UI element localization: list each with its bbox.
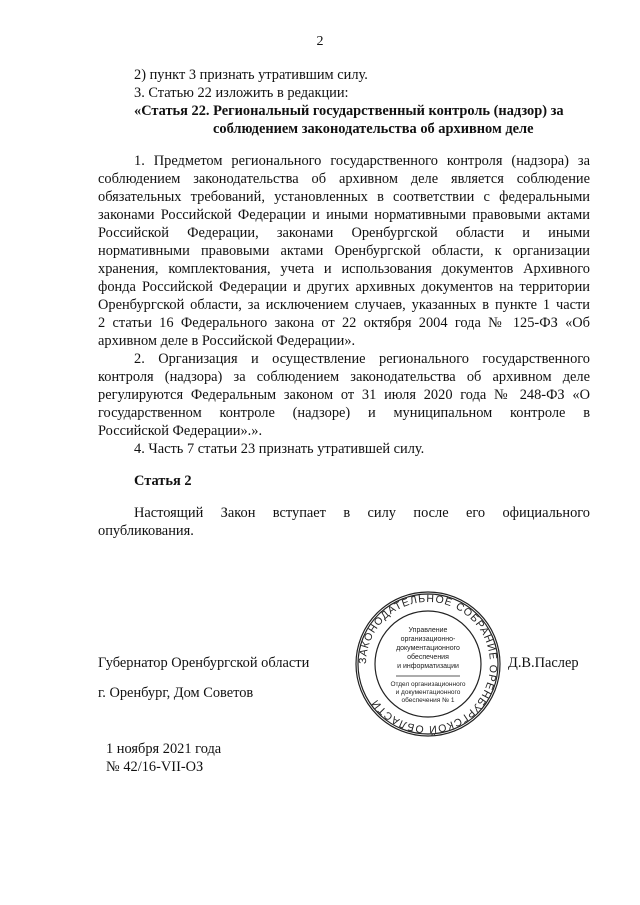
paragraph-line: архивном деле в Российской Федерации». xyxy=(98,333,356,349)
paragraph-line: 2 статьи 16 Федерального закона от 22 октября 2004 года № 125-ФЗ «Об xyxy=(98,315,590,331)
article-2-text-line-1: Настоящий Закон вступает в силу после его официального xyxy=(134,505,590,521)
stamp-center-line: и информатизации xyxy=(397,663,459,670)
stamp-center-line: документационного xyxy=(396,645,460,652)
paragraph-line: обязательных требований, установленных в соответствии с федеральными xyxy=(98,189,590,205)
stamp-center-line: организационно- xyxy=(400,636,456,643)
signatory-name: Д.В.Паслер xyxy=(508,655,579,671)
article-22-title-line-2: соблюдением законодательства об архивном деле xyxy=(213,121,534,137)
paragraph-line: контроля (надзора) за соблюдением законодательства об архивном деле xyxy=(98,369,590,385)
law-number: № 42/16-VII-ОЗ xyxy=(106,759,204,775)
stamp-bottom-line: обеспечения № 1 xyxy=(401,697,455,704)
paragraph-line: Российской Федерации».». xyxy=(98,423,263,439)
amendment-item-2: 2) пункт 3 признать утратившим силу. xyxy=(134,67,368,83)
paragraph-line: законами Российской Федерации и иными нормативными правовыми актами xyxy=(98,207,590,223)
paragraph-line: Оренбургской области, за исключением случаев, указанных в пункте 1 части xyxy=(98,297,590,313)
article-2-heading: Статья 2 xyxy=(134,473,192,489)
paragraph-line: фонда Российской Федерации и других архивных документов на территории xyxy=(98,279,590,295)
signatory-position: Губернатор Оренбургской области xyxy=(98,655,310,671)
official-stamp xyxy=(354,590,502,738)
law-date: 1 ноября 2021 года xyxy=(106,741,222,757)
paragraph-line: государственном контроле (надзоре) и муниципальном контроле в xyxy=(98,405,590,421)
stamp-ring-text: ЗАКОНОДАТЕЛЬНОЕ СОБРАНИЕ ОРЕНБУРГСКОЙ ОБЛАСТИ xyxy=(356,592,500,736)
paragraph-line: соблюдением законодательства об архивном деле является соблюдение xyxy=(98,171,590,187)
amendment-item-3: 3. Статью 22 изложить в редакции: xyxy=(134,85,349,101)
stamp-bottom-line: Отдел организационного xyxy=(390,681,466,688)
paragraph-line: 2. Организация и осуществление регионального государственного xyxy=(134,351,590,367)
article-22-title-line-1: «Статья 22. Региональный государственный контроль (надзор) за xyxy=(134,103,564,119)
paragraph-line: 1. Предметом регионального государственного контроля (надзора) за xyxy=(134,153,590,169)
article-2-text-line-2: опубликования. xyxy=(98,523,194,539)
stamp-center-line: Управление xyxy=(408,627,448,634)
stamp-center-line: обеспечения xyxy=(407,654,449,661)
paragraph-line: нормативными правовыми актами Оренбургской области, к организации xyxy=(98,243,590,259)
stamp-bottom-line: и документационного xyxy=(395,689,461,696)
paragraph-line: хранения, комплектования, учета и использования документов Архивного xyxy=(98,261,590,277)
amendment-item-4: 4. Часть 7 статьи 23 признать утратившей силу. xyxy=(134,441,425,457)
paragraph-line: Российской Федерации, законами Оренбургской области и иными xyxy=(98,225,590,241)
page-number: 2 xyxy=(316,34,324,49)
signing-place: г. Оренбург, Дом Советов xyxy=(98,685,254,701)
paragraph-line: регулируются Федеральным законом от 31 июля 2020 года № 248-ФЗ «О xyxy=(98,387,590,403)
